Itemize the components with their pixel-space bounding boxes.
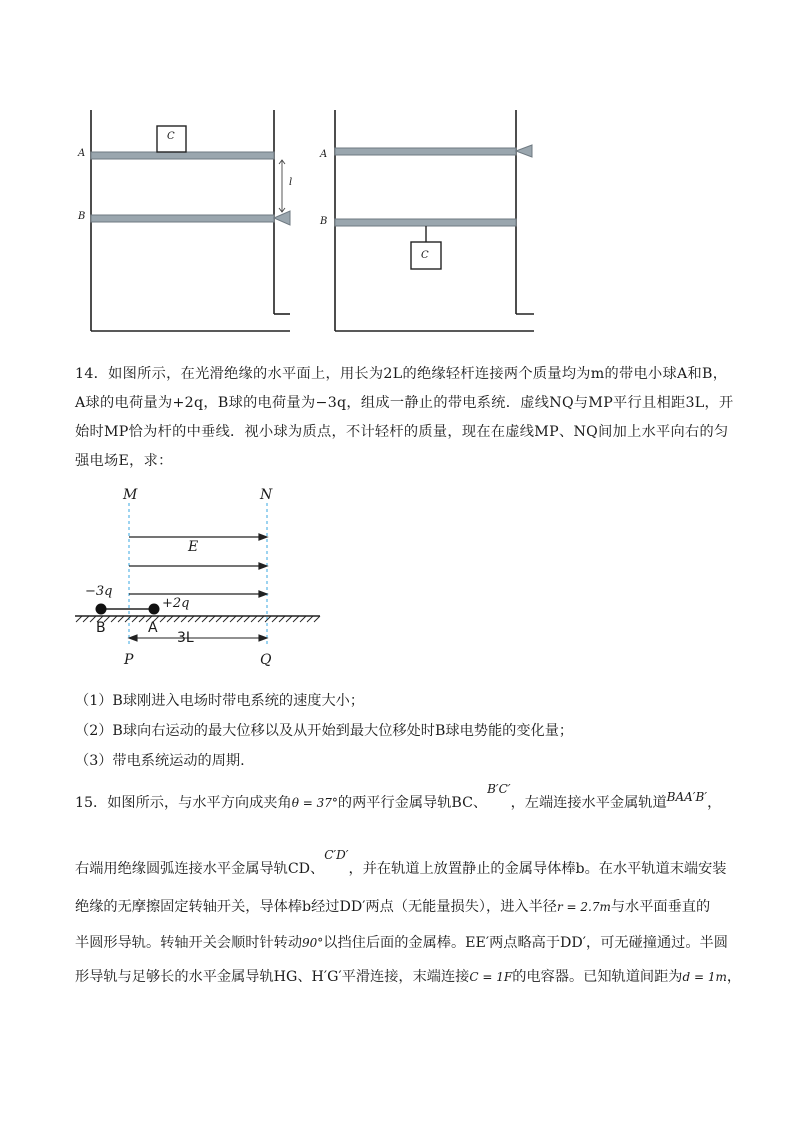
q14-question-1: （1）B球刚进入电场时带电系统的速度大小；: [75, 693, 365, 709]
rod-b: [91, 215, 274, 222]
wedge-b: [274, 211, 290, 225]
label-c2: C: [421, 250, 429, 261]
cd-prime: C′D′: [324, 848, 349, 862]
rod-a: [91, 152, 274, 159]
q14-figure: [70, 485, 340, 675]
label-b: B: [78, 211, 86, 222]
label-ball-a: A: [148, 620, 158, 636]
label-m: M: [123, 487, 138, 503]
track-distance: d = 1m: [682, 970, 727, 984]
capacitance: C = 1F: [469, 970, 513, 984]
wedge-a: [516, 145, 532, 157]
q15-line-3: 绝缘的无摩擦固定转轴开关，导体棒b经过DD′两点（无能量损失），进入半径r = 2.7m与水平面垂直的: [75, 899, 711, 915]
ball-b: [96, 604, 107, 615]
label-n: N: [260, 487, 273, 503]
q14-intro: 14．如图所示，在光滑绝缘的水平面上，用长为2L的绝缘轻杆连接两个质量均为m的带电小球A和B，A球的电荷量为+2q，B球的电荷量为−3q，组成一静止的带电系统．虚线NQ与MP平行且相距3L，开始时MP恰为杆的中垂线．视小球为质点，不计轻杆的质量，现在在虚线MP、NQ间加上水平向右的匀强电场E，求：: [75, 366, 734, 469]
radius-formula: r = 2.7m: [556, 900, 611, 914]
label-minus3q: −3q: [85, 584, 113, 599]
theta-formula: θ = 37°: [291, 796, 338, 810]
bc-prime: B′C′: [487, 782, 511, 796]
label-3l: 3L: [177, 630, 194, 646]
label-plus2q: +2q: [162, 596, 190, 611]
q15-line-1: 15．如图所示，与水平方向成夹角θ = 37°的两平行金属导轨BC、$^{B'C'}$，左端连接水平金属轨道$^{BAA'B'}$，: [75, 782, 722, 811]
angle-90: 90°: [302, 936, 324, 950]
baab-label: BAA′B′: [666, 790, 708, 804]
label-b2: B: [320, 216, 328, 227]
q15-line-2: 右端用绝缘圆弧连接水平金属导轨CD、$^{C'D'}$，并在轨道上放置静止的金属导体棒b。在水平轨道末端安装: [75, 848, 727, 877]
q14-question-3: （3）带电系统运动的周期.: [75, 753, 245, 769]
top-figure-right: [320, 100, 550, 340]
top-figure-left: [70, 100, 300, 340]
q15-line-5: 形导轨与足够长的水平金属导轨HG、H′G′平滑连接，末端连接C = 1F的电容器。已知轨道间距为d = 1m，: [75, 969, 742, 985]
label-p: P: [124, 652, 134, 668]
label-a: A: [78, 148, 86, 159]
label-e: E: [188, 539, 199, 555]
label-q: Q: [260, 652, 272, 668]
rod-b: [335, 219, 516, 226]
rod-a: [335, 148, 516, 155]
label-a2: A: [320, 149, 328, 160]
q15-line-4: 半圆形导轨。转轴开关会顺时针转动90°以挡住后面的金属棒。EE′两点略高于DD′，可无碰撞通过。半圆: [75, 935, 728, 951]
label-ball-b: B: [96, 620, 106, 636]
q14-question-2: （2）B球向右运动的最大位移以及从开始到最大位移处时B球电势能的变化量；: [75, 723, 574, 739]
label-l: l: [289, 177, 293, 188]
ball-a: [149, 604, 160, 615]
label-c: C: [167, 131, 175, 142]
